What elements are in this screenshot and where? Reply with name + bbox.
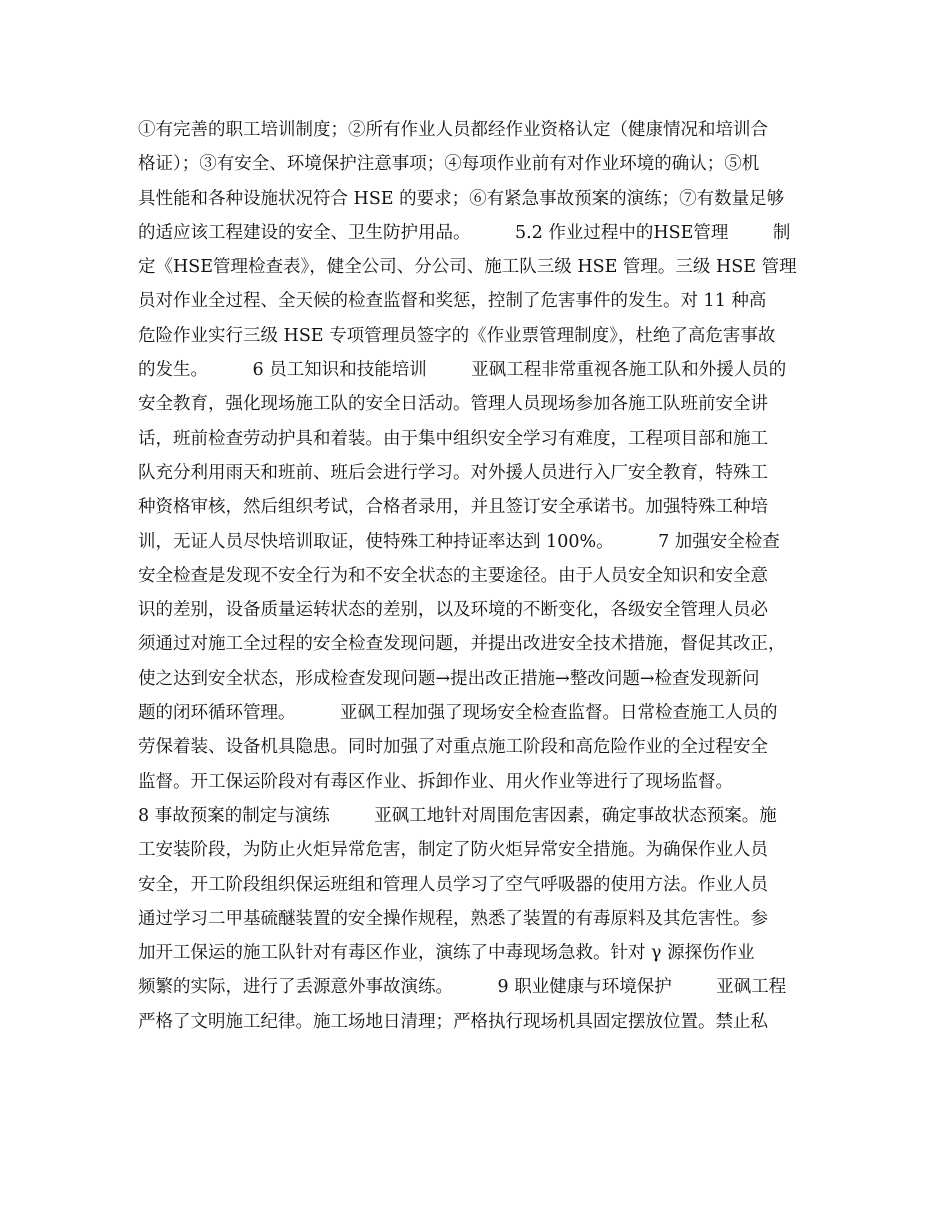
text-line: 题的闭环循环管理。 亚砜工程加强了现场安全检查监督。日常检查施工人员的 [138,703,778,724]
text-line: 工安装阶段，为防止火炬异常危害，制定了防火炬异常安全措施。为确保作业人员 [138,840,768,861]
text-line: 队充分利用雨天和班前、班后会进行学习。对外援人员进行入厂安全教育，特殊工 [138,462,768,483]
text-line: ①有完善的职工培训制度；②所有作业人员都经作业资格认定（健康情况和培训合 [138,120,768,140]
text-line: 劳保着装、设备机具隐患。同时加强了对重点施工阶段和高危险作业的全过程安全 [138,737,768,758]
text-line: 员对作业全过程、全天候的检查监督和奖惩，控制了危害事件的发生。对 11 种高 [138,291,767,312]
text-line: 安全教育，强化现场施工队的安全日活动。管理人员现场参加各施工队班前安全讲 [138,394,768,415]
text-line: 安全，开工阶段组织保运班组和管理人员学习了空气呼吸器的使用方法。作业人员 [138,874,768,895]
text-line: 8 事故预案的制定与演练 亚砜工地针对周围危害因素，确定事故状态预案。施 [138,805,777,826]
text-line: 使之达到安全状态，形成检查发现问题→提出改正措施→整改问题→检查发现新问 [138,668,760,689]
text-line: 加开工保运的施工队针对有毒区作业，演练了中毒现场急救。针对 γ 源探伤作业 [138,943,755,964]
text-line: 须通过对施工全过程的安全检查发现问题，并提出改进安全技术措施，督促其改正， [138,634,786,655]
text-line: 格证）；③有安全、环境保护注意事项；④每项作业前有对作业环境的确认；⑤机 [138,154,760,175]
text-line: 严格了文明施工纪律。施工场地日清理；严格执行现场机具固定摆放位置。禁止私 [138,1011,768,1032]
text-line: 频繁的实际，进行了丢源意外事故演练。 9 职业健康与环境保护 亚砜工程 [138,977,787,998]
text-line: 通过学习二甲基硫醚装置的安全操作规程，熟悉了装置的有毒原料及其危害性。参 [138,908,768,929]
text-line: 训，无证人员尽快培训取证，使特殊工种持证率达到 100%。 7 加强安全检查 [138,531,780,552]
text-line: 的适应该工程建设的安全、卫生防护用品。 5.2 作业过程中的HSE管理 制 [138,222,791,243]
text-line: 识的差别，设备质量运转状态的差别，以及环境的不断变化，各级安全管理人员必 [138,600,768,621]
text-line: 定《HSE管理检查表》，健全公司、分公司、施工队三级 HSE 管理。三级 HSE 管理 [138,257,797,278]
text-line: 的发生。 6 员工知识和技能培训 亚砜工程非常重视各施工队和外援人员的 [138,360,787,381]
text-line: 具性能和各种设施状况符合 HSE 的要求；⑥有紧急事故预案的演练；⑦有数量足够 [138,188,785,209]
text-line: 话，班前检查劳动护具和着装。由于集中组织安全学习有难度，工程项目部和施工 [138,428,768,449]
document-body [138,113,818,1039]
text-line: 种资格审核，然后组织考试，合格者录用，并且签订安全承诺书。加强特殊工种培 [138,497,768,518]
text-line: 监督。开工保运阶段对有毒区作业、拆卸作业、用火作业等进行了现场监督。 [138,771,733,792]
text-line: 安全检查是发现不安全行为和不安全状态的主要途径。由于人员安全知识和安全意 [138,565,768,586]
text-line: 危险作业实行三级 HSE 专项管理员签字的《作业票管理制度》，杜绝了高危害事故 [138,325,776,346]
